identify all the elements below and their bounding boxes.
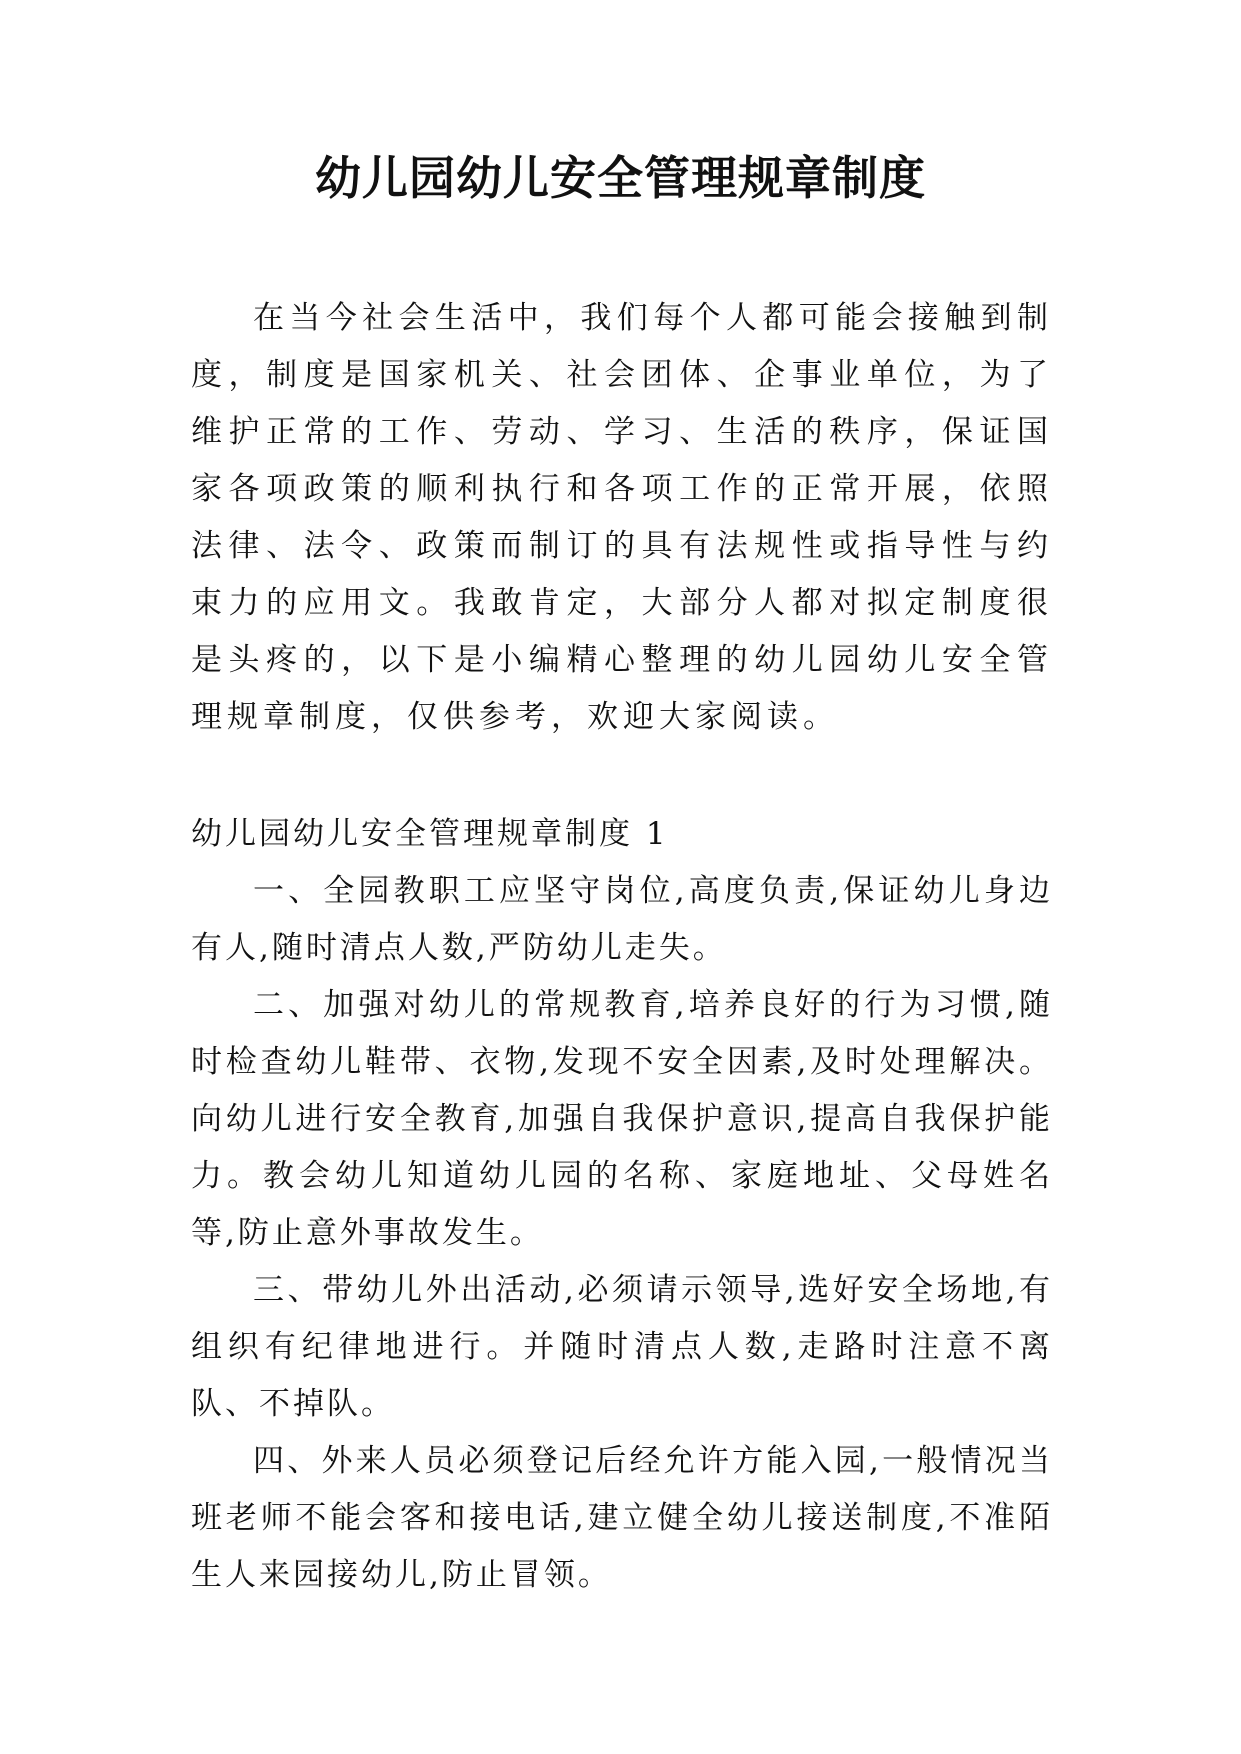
section-heading: 幼儿园幼儿安全管理规章制度 1 (191, 816, 669, 852)
document-title: 幼儿园幼儿安全管理规章制度 (315, 151, 926, 205)
clause-paragraph: 三、带幼儿外出活动,必须请示领导,选好安全场地,有组织有纪律地进行。并随时清点人数,走路时注意不离队、不掉队。 (191, 1272, 1053, 1422)
intro-paragraph: 在当今社会生活中，我们每个人都可能会接触到制度，制度是国家机关、社会团体、企事业单位，为了维护正常的工作、劳动、学习、生活的秩序，保证国家各项政策的顺利执行和各项工作的正常开展，依照法律、法令、政策而制订的具有法规性或指导性与约束力的应用文。我敢肯定，大部分人都对拟定制度很是头疼的，以下是小编精心整理的幼儿园幼儿安全管理规章制度，仅供参考，欢迎大家阅读。 (191, 300, 1053, 735)
clause-paragraph: 二、加强对幼儿的常规教育,培养良好的行为习惯,随时检查幼儿鞋带、衣物,发现不安全因素,及时处理解决。向幼儿进行安全教育,加强自我保护意识,提高自我保护能力。教会幼儿知道幼儿园的名称、家庭地址、父母姓名等,防止意外事故发生。 (191, 987, 1053, 1251)
clause-paragraph: 一、全园教职工应坚守岗位,高度负责,保证幼儿身边有人,随时清点人数,严防幼儿走失。 (191, 873, 1053, 966)
clause-paragraph: 四、外来人员必须登记后经允许方能入园,一般情况当班老师不能会客和接电话,建立健全幼儿接送制度,不准陌生人来园接幼儿,防止冒领。 (191, 1443, 1053, 1593)
document-body (191, 290, 1053, 1604)
